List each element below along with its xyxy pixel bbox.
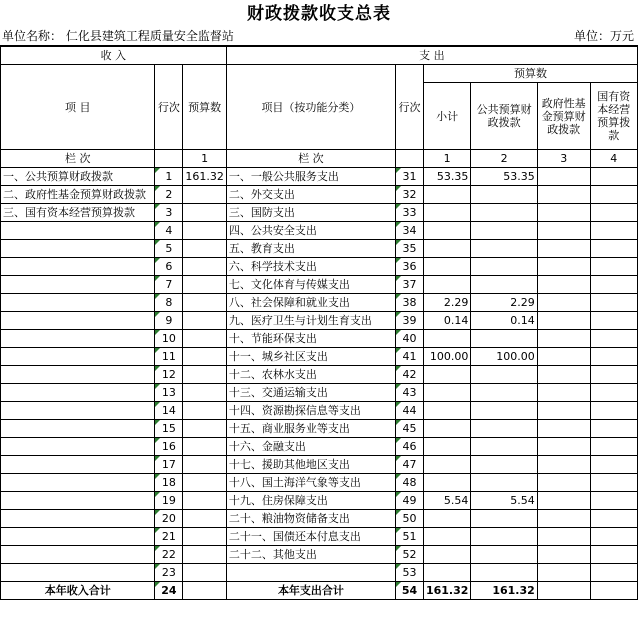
expense-state: [590, 366, 637, 384]
expense-subtotal: [423, 564, 470, 582]
expense-state: [590, 204, 637, 222]
expense-seq: 46: [396, 438, 424, 456]
income-total-label: 本年收入合计: [1, 582, 155, 600]
income-item: [1, 384, 155, 402]
expense-state: [590, 438, 637, 456]
income-seq: 6: [155, 258, 183, 276]
table-row: [1, 546, 638, 564]
income-seq: 21: [155, 528, 183, 546]
expense-item: 十六、金融支出: [226, 438, 395, 456]
expense-total-public: 161.32: [471, 582, 537, 600]
expense-public: [471, 564, 537, 582]
income-item: [1, 294, 155, 312]
expense-total-fund: [537, 582, 590, 600]
expense-fund: [537, 384, 590, 402]
income-budget: [183, 222, 227, 240]
expense-subtotal: [423, 528, 470, 546]
expense-item: 七、文化体育与传媒支出: [226, 276, 395, 294]
income-item: [1, 348, 155, 366]
expense-public: [471, 258, 537, 276]
expense-subtotal: [423, 240, 470, 258]
income-budget: [183, 294, 227, 312]
expense-seq: 38: [396, 294, 424, 312]
income-budget: [183, 384, 227, 402]
income-item: [1, 366, 155, 384]
income-budget: [183, 510, 227, 528]
expense-item: 十、节能环保支出: [226, 330, 395, 348]
income-seq: 10: [155, 330, 183, 348]
expense-public: [471, 456, 537, 474]
budget-table: [0, 46, 638, 600]
expense-public: [471, 366, 537, 384]
income-seq: 7: [155, 276, 183, 294]
income-item: [1, 438, 155, 456]
income-budget: [183, 330, 227, 348]
expense-subtotal: [423, 510, 470, 528]
income-item: [1, 258, 155, 276]
expense-state: [590, 474, 637, 492]
seq-header: 行次: [155, 65, 183, 150]
table-row: [1, 258, 638, 276]
income-seq: 17: [155, 456, 183, 474]
income-item: [1, 564, 155, 582]
income-budget: [183, 348, 227, 366]
expense-fund: [537, 258, 590, 276]
expense-header: 支 出: [226, 47, 637, 65]
expense-subtotal: [423, 546, 470, 564]
income-budget: [183, 492, 227, 510]
expense-fund: [537, 222, 590, 240]
expense-state: [590, 186, 637, 204]
income-budget: [183, 474, 227, 492]
expense-item: 十九、住房保障支出: [226, 492, 395, 510]
expense-seq: 44: [396, 402, 424, 420]
expense-item: 二、外交支出: [226, 186, 395, 204]
blank-cell: [155, 150, 183, 168]
income-seq: 5: [155, 240, 183, 258]
col-number-c1: 1: [423, 150, 470, 168]
expense-total-label: 本年支出合计: [226, 582, 395, 600]
expense-fund: [537, 294, 590, 312]
expense-fund: [537, 366, 590, 384]
expense-item: 一、一般公共服务支出: [226, 168, 395, 186]
expense-subtotal: [423, 384, 470, 402]
income-item: [1, 240, 155, 258]
expense-item: 十三、交通运输支出: [226, 384, 395, 402]
expense-item: 四、公共安全支出: [226, 222, 395, 240]
income-item: [1, 528, 155, 546]
expense-item: [226, 564, 395, 582]
expense-subtotal: 0.14: [423, 312, 470, 330]
income-item: 一、公共预算财政拨款: [1, 168, 155, 186]
expense-seq: 31: [396, 168, 424, 186]
expense-seq: 43: [396, 384, 424, 402]
expense-seq: 52: [396, 546, 424, 564]
income-budget: 161.32: [183, 168, 227, 186]
expense-public: [471, 474, 537, 492]
expense-public: [471, 528, 537, 546]
subtotal-header: 小计: [423, 83, 470, 150]
income-item: [1, 312, 155, 330]
expense-subtotal: [423, 276, 470, 294]
expense-state: [590, 564, 637, 582]
income-budget: [183, 240, 227, 258]
table-row: [1, 438, 638, 456]
expense-subtotal: [423, 474, 470, 492]
total-row: [1, 582, 638, 600]
expense-state: [590, 330, 637, 348]
expense-seq: 49: [396, 492, 424, 510]
expense-seq: 36: [396, 258, 424, 276]
col-number-c3: 3: [537, 150, 590, 168]
expense-state: [590, 420, 637, 438]
expense-public: [471, 204, 537, 222]
expense-public: [471, 240, 537, 258]
table-row: [1, 204, 638, 222]
seq2-header: 行次: [396, 65, 424, 150]
expense-state: [590, 294, 637, 312]
expense-seq: 40: [396, 330, 424, 348]
expense-public: [471, 330, 537, 348]
income-item: [1, 546, 155, 564]
expense-fund: [537, 276, 590, 294]
expense-subtotal: [423, 222, 470, 240]
public-header: 公共预算财政拨款: [471, 83, 537, 150]
income-item: [1, 474, 155, 492]
expense-seq: 42: [396, 366, 424, 384]
income-item: [1, 222, 155, 240]
expense-public: [471, 438, 537, 456]
table-row: [1, 474, 638, 492]
expense-item: 十四、资源勘探信息等支出: [226, 402, 395, 420]
expense-public: [471, 510, 537, 528]
budget-header: 预算数: [183, 65, 227, 150]
expense-subtotal: [423, 420, 470, 438]
func-item-header: 项目（按功能分类）: [226, 65, 395, 150]
expense-state: [590, 276, 637, 294]
expense-state: [590, 348, 637, 366]
expense-item: 五、教育支出: [226, 240, 395, 258]
expense-seq: 37: [396, 276, 424, 294]
income-header: 收 入: [1, 47, 227, 65]
expense-fund: [537, 420, 590, 438]
expense-fund: [537, 564, 590, 582]
income-seq: 4: [155, 222, 183, 240]
expense-subtotal: [423, 438, 470, 456]
expense-fund: [537, 330, 590, 348]
expense-seq: 34: [396, 222, 424, 240]
income-seq: 9: [155, 312, 183, 330]
income-budget: [183, 456, 227, 474]
table-row: [1, 456, 638, 474]
income-total-seq: 24: [155, 582, 183, 600]
income-budget: [183, 528, 227, 546]
expense-public: [471, 402, 537, 420]
expense-total-state: [590, 582, 637, 600]
expense-fund: [537, 510, 590, 528]
income-item: 三、国有资本经营预算拨款: [1, 204, 155, 222]
expense-state: [590, 258, 637, 276]
budget-group-header: 预算数: [423, 65, 637, 83]
expense-public: 0.14: [471, 312, 537, 330]
table-row: [1, 384, 638, 402]
income-seq: 11: [155, 348, 183, 366]
expense-fund: [537, 402, 590, 420]
income-item: [1, 510, 155, 528]
income-budget: [183, 276, 227, 294]
income-budget: [183, 258, 227, 276]
income-budget: [183, 564, 227, 582]
table-row: [1, 366, 638, 384]
income-seq: 3: [155, 204, 183, 222]
unit-name: 单位名称： 仁化县建筑工程质量安全监督站: [2, 29, 234, 43]
income-budget: [183, 420, 227, 438]
expense-item: 二十、粮油物资储备支出: [226, 510, 395, 528]
table-row: [1, 348, 638, 366]
column-label: 栏 次: [1, 150, 155, 168]
expense-fund: [537, 528, 590, 546]
expense-state: [590, 402, 637, 420]
income-budget: [183, 402, 227, 420]
expense-state: [590, 384, 637, 402]
expense-subtotal: 2.29: [423, 294, 470, 312]
expense-public: [471, 384, 537, 402]
income-budget: [183, 546, 227, 564]
table-row: [1, 492, 638, 510]
expense-public: [471, 546, 537, 564]
expense-state: [590, 168, 637, 186]
expense-seq: 53: [396, 564, 424, 582]
item-header: 项 目: [1, 65, 155, 150]
expense-public: [471, 276, 537, 294]
unit-row: [0, 28, 638, 46]
expense-fund: [537, 168, 590, 186]
income-item: [1, 492, 155, 510]
expense-fund: [537, 348, 590, 366]
income-seq: 8: [155, 294, 183, 312]
income-budget: [183, 438, 227, 456]
income-seq: 15: [155, 420, 183, 438]
income-budget: [183, 312, 227, 330]
table-row: [1, 402, 638, 420]
expense-item: 九、医疗卫生与计划生育支出: [226, 312, 395, 330]
expense-seq: 35: [396, 240, 424, 258]
income-item: [1, 456, 155, 474]
expense-seq: 33: [396, 204, 424, 222]
fund-header: 政府性基金预算财政拨款: [537, 83, 590, 150]
expense-item: 十一、城乡社区支出: [226, 348, 395, 366]
table-row: [1, 510, 638, 528]
income-item: 二、政府性基金预算财政拨款: [1, 186, 155, 204]
expense-seq: 41: [396, 348, 424, 366]
expense-state: [590, 510, 637, 528]
income-item: [1, 402, 155, 420]
income-seq: 20: [155, 510, 183, 528]
expense-seq: 51: [396, 528, 424, 546]
income-seq: 16: [155, 438, 183, 456]
income-total-budget: [183, 582, 227, 600]
expense-fund: [537, 456, 590, 474]
expense-fund: [537, 474, 590, 492]
expense-item: 十八、国土海洋气象等支出: [226, 474, 395, 492]
unit-money: 单位：万元: [573, 29, 634, 43]
col-number-c2: 2: [471, 150, 537, 168]
expense-state: [590, 456, 637, 474]
page-title: 财政拨款收支总表: [247, 4, 391, 24]
expense-item: 十五、商业服务业等支出: [226, 420, 395, 438]
table-row: [1, 420, 638, 438]
income-seq: 12: [155, 366, 183, 384]
expense-seq: 48: [396, 474, 424, 492]
expense-subtotal: [423, 366, 470, 384]
expense-item: 八、社会保障和就业支出: [226, 294, 395, 312]
income-seq: 23: [155, 564, 183, 582]
expense-state: [590, 546, 637, 564]
table-row: [1, 168, 638, 186]
expense-subtotal: [423, 402, 470, 420]
expense-seq: 45: [396, 420, 424, 438]
expense-item: 二十一、国债还本付息支出: [226, 528, 395, 546]
expense-state: [590, 492, 637, 510]
expense-state: [590, 240, 637, 258]
expense-item: 十二、农林水支出: [226, 366, 395, 384]
expense-item: 六、科学技术支出: [226, 258, 395, 276]
table-row: [1, 312, 638, 330]
expense-public: 100.00: [471, 348, 537, 366]
expense-total-seq: 54: [396, 582, 424, 600]
col-number-c4: 4: [590, 150, 637, 168]
expense-subtotal: 5.54: [423, 492, 470, 510]
table-row: [1, 528, 638, 546]
income-item: [1, 330, 155, 348]
expense-subtotal: [423, 456, 470, 474]
expense-seq: 32: [396, 186, 424, 204]
expense-subtotal: 53.35: [423, 168, 470, 186]
expense-seq: 50: [396, 510, 424, 528]
expense-fund: [537, 438, 590, 456]
income-seq: 18: [155, 474, 183, 492]
expense-state: [590, 528, 637, 546]
table-row: [1, 294, 638, 312]
expense-fund: [537, 204, 590, 222]
state-header: 国有资本经营预算拨款: [590, 83, 637, 150]
expense-state: [590, 222, 637, 240]
table-row: [1, 564, 638, 582]
expense-item: 十七、援助其他地区支出: [226, 456, 395, 474]
income-seq: 22: [155, 546, 183, 564]
col-number-1: 1: [183, 150, 227, 168]
table-row: [1, 330, 638, 348]
table-row: [1, 222, 638, 240]
expense-public: 2.29: [471, 294, 537, 312]
expense-fund: [537, 186, 590, 204]
table-row: [1, 240, 638, 258]
income-seq: 1: [155, 168, 183, 186]
column-label-2: 栏 次: [226, 150, 395, 168]
expense-public: [471, 420, 537, 438]
expense-item: 三、国防支出: [226, 204, 395, 222]
income-budget: [183, 186, 227, 204]
income-seq: 13: [155, 384, 183, 402]
expense-subtotal: [423, 330, 470, 348]
expense-subtotal: [423, 204, 470, 222]
table-row: [1, 276, 638, 294]
blank-cell: [396, 150, 424, 168]
expense-seq: 39: [396, 312, 424, 330]
expense-fund: [537, 546, 590, 564]
income-item: [1, 276, 155, 294]
expense-item: 二十二、其他支出: [226, 546, 395, 564]
expense-fund: [537, 312, 590, 330]
expense-total-subtotal: 161.32: [423, 582, 470, 600]
income-item: [1, 420, 155, 438]
income-seq: 14: [155, 402, 183, 420]
table-row: [1, 186, 638, 204]
income-seq: 2: [155, 186, 183, 204]
expense-subtotal: 100.00: [423, 348, 470, 366]
income-budget: [183, 204, 227, 222]
expense-public: 53.35: [471, 168, 537, 186]
expense-fund: [537, 492, 590, 510]
income-seq: 19: [155, 492, 183, 510]
expense-seq: 47: [396, 456, 424, 474]
expense-public: [471, 186, 537, 204]
expense-public: 5.54: [471, 492, 537, 510]
expense-fund: [537, 240, 590, 258]
expense-state: [590, 312, 637, 330]
expense-public: [471, 222, 537, 240]
income-budget: [183, 366, 227, 384]
expense-subtotal: [423, 186, 470, 204]
expense-subtotal: [423, 258, 470, 276]
